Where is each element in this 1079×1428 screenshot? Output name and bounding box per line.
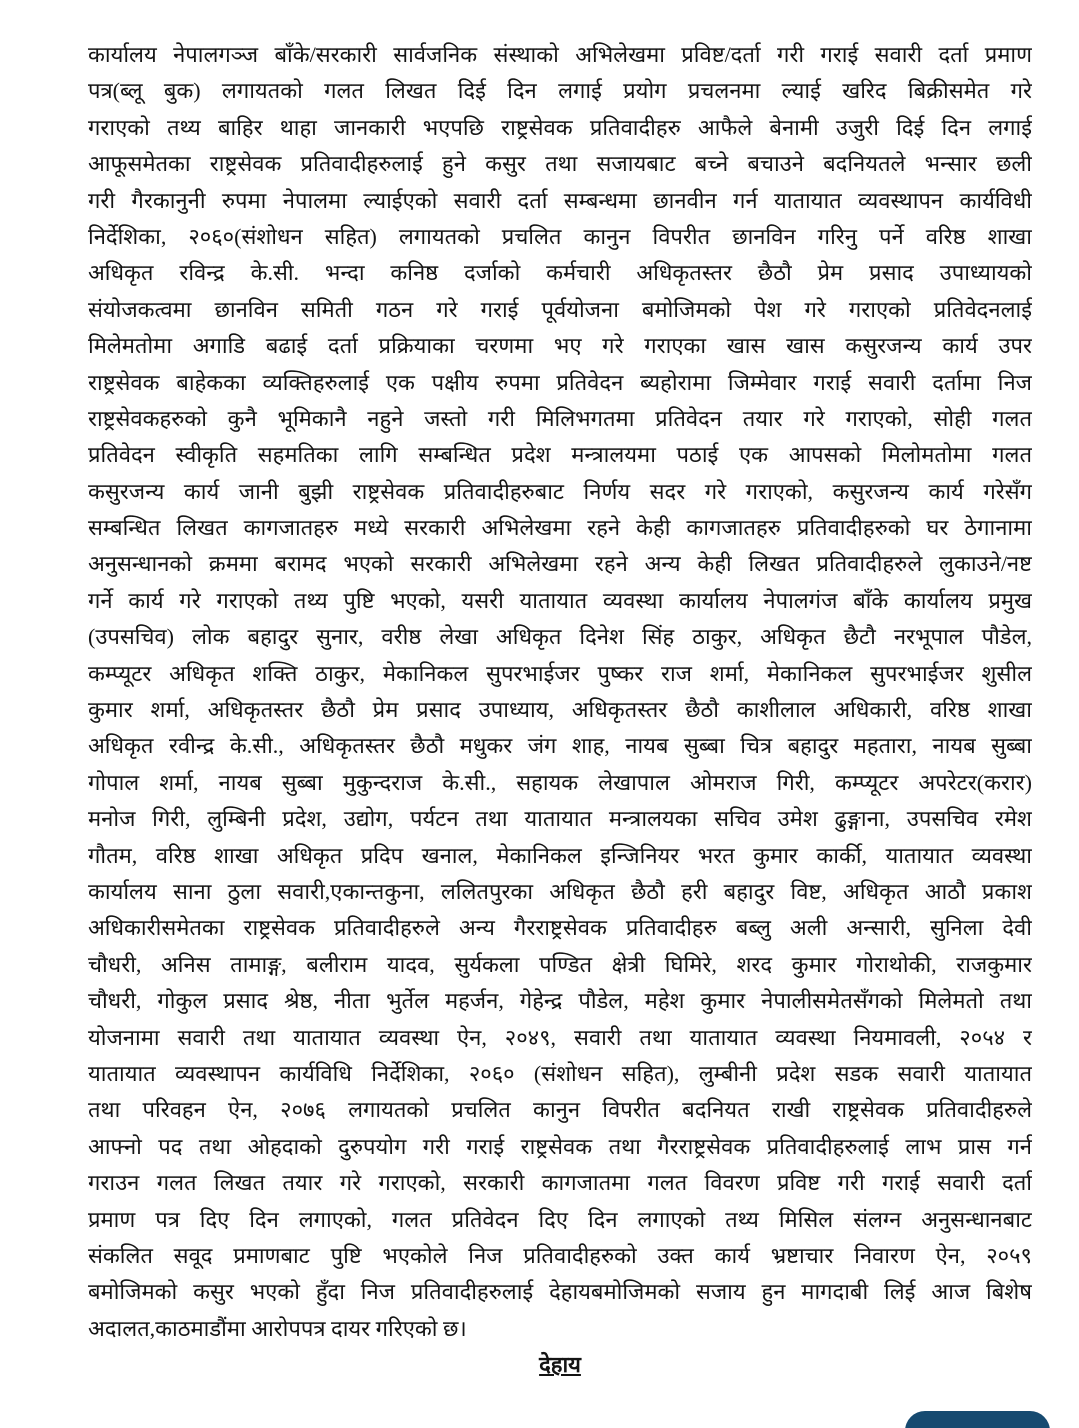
paragraph-line: (उपसचिव) लोक बहादुर सुनार, वरीष्ठ लेखा अधिकृत दिनेश सिंह ठाकुर, अधिकृत छैटौ नरभूपाल पौडेल, [88, 624, 1032, 650]
paragraph-line: कुमार शर्मा, अधिकृतस्तर छैठौ प्रेम प्रसाद उपाध्याय, अधिकृतस्तर छैठौ काशीलाल अधिकारी, वरिष्ठ शाखा [88, 697, 1032, 723]
paragraph-line: सम्बन्धित लिखत कागजातहरु मध्ये सरकारी अभिलेखमा रहने केही कागजातहरु प्रतिवादीहरुको घर ठेगानामा [88, 515, 1032, 541]
paragraph-line: गराएको तथ्य बाहिर थाहा जानकारी भएपछि राष्ट्रसेवक प्रतिवादीहरु आफैले बेनामी उजुरी दिई दिन लगाई [88, 114, 1032, 140]
paragraph-line: गौतम, वरिष्ठ शाखा अधिकृत प्रदिप खनाल, मेकानिकल इन्जिनियर भरत कुमार कार्की, यातायात व्यवस्था [88, 842, 1032, 868]
paragraph-line: गोपाल शर्मा, नायब सुब्बा मुकुन्दराज के.सी., सहायक लेखापाल ओमराज गिरी, कम्प्यूटर अपरेटर(करार) [88, 769, 1032, 795]
paragraph-line: राष्ट्रसेवक बाहेकका व्यक्तिहरुलाई एक पक्षीय रुपमा प्रतिवेदन ब्यहोरामा जिम्मेवार गराई सवारी दर्तामा निज [88, 369, 1032, 395]
paragraph-line: आफ्नो पद तथा ओहदाको दुरुपयोग गरी गराई राष्ट्रसेवक तथा गैरराष्ट्रसेवक प्रतिवादीहरुलाई लाभ प्रास गर्न [88, 1133, 1032, 1159]
paragraph-line: गराउन गलत लिखत तयार गरे गराएको, सरकारी कागजातमा गलत विवरण प्रविष्ट गरी गराई सवारी दर्ता [88, 1170, 1032, 1196]
paragraph-line: अधिकृत रवीन्द्र के.सी., अधिकृतस्तर छैठौ मधुकर जंग शाह, नायब सुब्बा चित्र बहादुर महतारा, नायब सुब्बा [88, 733, 1032, 759]
paragraph-line: अनुसन्धानको क्रममा बरामद भएको सरकारी अभिलेखमा रहने अन्य केही लिखत प्रतिवादीहरुले लुकाउने/नष्ट [88, 551, 1032, 577]
section-heading-dehaya: देहाय [539, 1352, 581, 1378]
paragraph [88, 37, 1032, 1347]
paragraph-line: प्रतिवेदन स्वीकृति सहमतिका लागि सम्बन्धित प्रदेश मन्त्रालयमा पठाई एक आपसको मिलोमतोमा गलत [88, 442, 1032, 468]
paragraph-line: कसुरजन्य कार्य जानी बुझी राष्ट्रसेवक प्रतिवादीहरुबाट निर्णय सदर गरे गराएको, कसुरजन्य कार्य गरेसँग [88, 478, 1032, 504]
paragraph-line: बमोजिमको कसुर भएको हुँदा निज प्रतिवादीहरुलाई देहायबमोजिमको सजाय हुन मागदाबी लिई आज बिशेष [88, 1279, 1032, 1305]
paragraph-line: चौधरी, गोकुल प्रसाद श्रेष्ठ, नीता भुर्तेल महर्जन, गेहेन्द्र पौडेल, महेश कुमार नेपालीसमेतसँगको मिलेमतो तथा [88, 988, 1032, 1014]
paragraph-line: गर्ने कार्य गरे गराएको तथ्य पुष्टि भएको, यसरी यातायात व्यवस्था कार्यालय नेपालगंज बाँके कार्यालय प्रमुख [88, 587, 1032, 613]
charge-sheet-text [88, 37, 1032, 1383]
paragraph-line: संयोजकत्वमा छानविन समिती गठन गरे गराई पूर्वयोजना बमोजिमको पेश गरे गराएको प्रतिवेदनलाई [88, 296, 1032, 322]
floating-action-button[interactable] [905, 1411, 1050, 1428]
paragraph-line: मनोज गिरी, लुम्बिनी प्रदेश, उद्योग, पर्यटन तथा यातायात मन्त्रालयका सचिव उमेश ढुङ्गाना, उपसचिव रमेश [88, 806, 1032, 832]
paragraph-line: तथा परिवहन ऐन, २०७६ लगायतको प्रचलित कानुन विपरीत बदनियत राखी राष्ट्रसेवक प्रतिवादीहरुले [88, 1097, 1032, 1123]
paragraph-line: निर्देशिका, २०६०(संशोधन सहित) लगायतको प्रचलित कानुन विपरीत छानविन गरिनु पर्ने वरिष्ठ शाखा [88, 223, 1032, 249]
paragraph-line: राष्ट्रसेवकहरुको कुनै भूमिकानै नहुने जस्तो गरी मिलिभगतमा प्रतिवेदन तयार गरे गराएको, सोही गलत [88, 405, 1032, 431]
paragraph-line: अदालत,काठमाडौंमा आरोपपत्र दायर गरिएको छ। [88, 1315, 467, 1341]
paragraph-line: मिलेमतोमा अगाडि बढाई दर्ता प्रक्रियाका चरणमा भए गरे गराएका खास खास कसुरजन्य कार्य उपर [88, 333, 1032, 359]
paragraph-line: अधिकारीसमेतका राष्ट्रसेवक प्रतिवादीहरुले अन्य गैरराष्ट्रसेवक प्रतिवादीहरु बब्लु अली अन्सारी, सुनिला देवी [88, 915, 1032, 941]
paragraph-line: कम्प्यूटर अधिकृत शक्ति ठाकुर, मेकानिकल सुपरभाईजर पुष्कर राज शर्मा, मेकानिकल सुपरभाईजर शुसील [88, 660, 1032, 686]
paragraph-line: अधिकृत रविन्द्र के.सी. भन्दा कनिष्ठ दर्जाको कर्मचारी अधिकृतस्तर छैठौ प्रेम प्रसाद उपाध्यायको [88, 260, 1032, 286]
paragraph-line: प्रमाण पत्र दिए दिन लगाएको, गलत प्रतिवेदन दिए दिन लगाएको तथ्य मिसिल संलग्न अनुसन्धानबाट [88, 1206, 1032, 1232]
paragraph-line: संकलित सवूद प्रमाणबाट पुष्टि भएकोले निज प्रतिवादीहरुको उक्त कार्य भ्रष्टाचार निवारण ऐन, २०५९ [88, 1242, 1032, 1268]
paragraph-line: कार्यालय साना ठुला सवारी,एकान्तकुना, ललितपुरका अधिकृत छैठौ हरी बहादुर विष्ट, अधिकृत आठौ प्रकाश [88, 878, 1032, 904]
paragraph-line: आफूसमेतका राष्ट्रसेवक प्रतिवादीहरुलाई हुने कसुर तथा सजायबाट बच्ने बचाउने बदनियतले भन्सार छली [88, 151, 1032, 177]
paragraph-line: पत्र(ब्लू बुक) लगायतको गलत लिखत दिई दिन लगाई प्रयोग प्रचलनमा ल्याई खरिद बिक्रीसमेत गरे [88, 78, 1032, 104]
paragraph-line: यातायात व्यवस्थापन कार्यविधि निर्देशिका, २०६० (संशोधन सहित), लुम्बीनी प्रदेश सडक सवारी यातायात [88, 1060, 1032, 1086]
paragraph-line: योजनामा सवारी तथा यातायात व्यवस्था ऐन, २०४९, सवारी तथा यातायात व्यवस्था नियमावली, २०५४ र [88, 1024, 1032, 1050]
paragraph-line: चौधरी, अनिस तामाङ्ग, बलीराम यादव, सुर्यकला पण्डित क्षेत्री घिमिरे, शरद कुमार गोराथोकी, राजकुमार [88, 951, 1032, 977]
paragraph-line: कार्यालय नेपालगञ्ज बाँके/सरकारी सार्वजनिक संस्थाको अभिलेखमा प्रविष्ट/दर्ता गरी गराई सवारी दर्ता प्रमाण [88, 42, 1032, 67]
paragraph-line: गरी गैरकानुनी रुपमा नेपालमा ल्याईएको सवारी दर्ता सम्बन्धमा छानवीन गर्न यातायात व्यवस्थापन कार्यविधी [88, 187, 1032, 213]
